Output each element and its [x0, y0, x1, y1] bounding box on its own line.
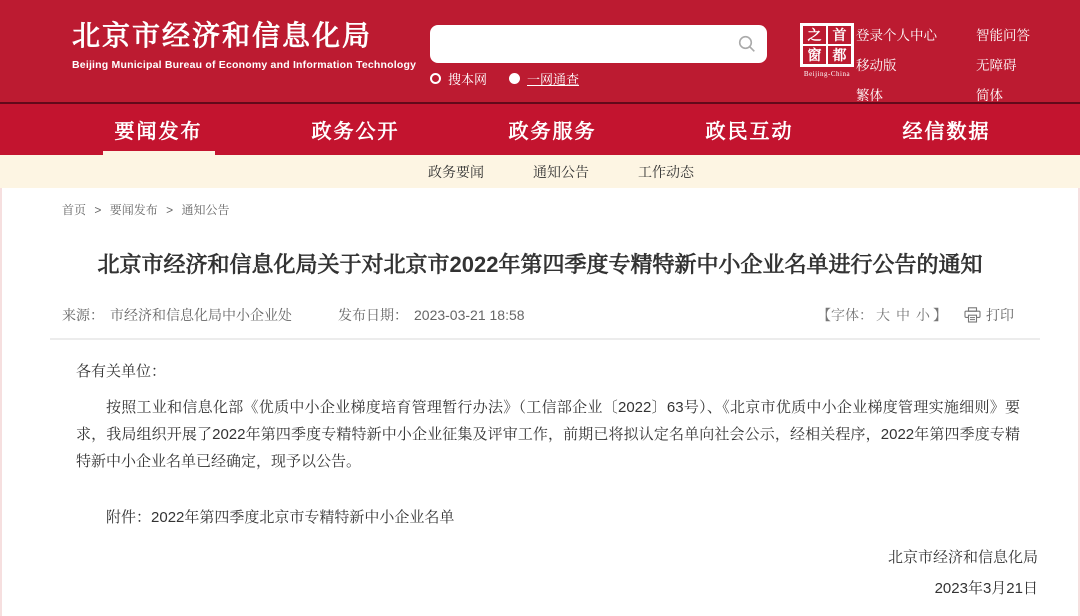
- quick-link-traditional[interactable]: 繁体: [856, 88, 883, 103]
- scope-option-site[interactable]: [430, 69, 487, 88]
- capital-window-logo-grid: [800, 23, 854, 67]
- nav-item-label: 要闻发布: [114, 121, 203, 143]
- subnav-item-gov-news[interactable]: 政务要闻: [428, 163, 484, 180]
- active-tab-indicator: [103, 151, 215, 155]
- search-input[interactable]: [430, 25, 725, 63]
- nav-item-label: 政务公开: [311, 121, 400, 143]
- article-paragraph: 按照工业和信息化部《优质中小企业梯度培育管理暂行办法》（工信部企业〔2022〕63号）、《北京市优质中小企业梯度管理实施细则》要求，我局组织开展了2022年第四季度专精特新中小企业征集及评审工作，前期已将拟认定名单向社会公示，经相关程序，2022年第四季度专精特新中小企业名单已经确定，现予以公告。: [76, 398, 1020, 470]
- site-header: [0, 0, 1080, 102]
- article-salutation: 各有关单位：: [76, 362, 167, 380]
- quick-link-simplified[interactable]: 简体: [976, 88, 1003, 103]
- font-size-control: [817, 305, 947, 325]
- source-value: 市经济和信息化局中小企业处: [110, 306, 292, 323]
- font-size-small[interactable]: 小: [916, 306, 930, 323]
- logo-caption: Beijing-China: [803, 70, 851, 78]
- logo-char: 都: [827, 45, 852, 65]
- nav-item-label: 政务服务: [508, 121, 597, 143]
- font-size-prefix: 【字体：: [817, 306, 873, 323]
- site-title: 北京市经济和信息化局: [72, 20, 373, 51]
- meta-divider: [50, 338, 1040, 340]
- main-nav: [0, 104, 1080, 155]
- source-label: 来源：: [62, 306, 104, 323]
- breadcrumb-news-release[interactable]: 要闻发布: [109, 203, 158, 217]
- subnav-item-work-updates[interactable]: 工作动态: [638, 163, 694, 180]
- radio-unselected-icon: [430, 73, 441, 84]
- sub-nav: [0, 155, 1080, 188]
- article-meta: [62, 305, 1078, 325]
- print-button[interactable]: [964, 305, 1014, 325]
- breadcrumb: [62, 201, 1078, 218]
- attachment-label: 附件：: [106, 508, 152, 526]
- main-nav-inner: [60, 104, 1045, 155]
- quick-link-smart-qa[interactable]: 智能问答: [976, 28, 1030, 43]
- breadcrumb-notices[interactable]: 通知公告: [181, 203, 230, 217]
- search-box: [430, 25, 767, 63]
- breadcrumb-separator: >: [166, 203, 174, 217]
- site-brand[interactable]: [72, 21, 416, 71]
- print-label: 打印: [986, 306, 1014, 323]
- nav-item-label: 政民互动: [705, 121, 794, 143]
- breadcrumb-home[interactable]: 首页: [62, 203, 87, 217]
- logo-char: 窗: [802, 45, 827, 65]
- quick-link-accessibility[interactable]: 无障碍: [976, 58, 1017, 73]
- nav-item-public-interaction[interactable]: [651, 104, 848, 155]
- site-subtitle: Beijing Municipal Bureau of Economy and Information Technology: [72, 58, 417, 71]
- capital-window-logo[interactable]: [800, 23, 854, 78]
- quick-link-mobile[interactable]: 移动版: [856, 58, 897, 73]
- quick-link-login[interactable]: 登录个人中心: [856, 28, 937, 43]
- font-size-medium[interactable]: 中: [896, 306, 910, 323]
- scope-option-label: 一网通查: [527, 72, 580, 87]
- print-icon: [964, 307, 981, 323]
- search-icon[interactable]: [738, 35, 756, 53]
- nav-item-industry-data[interactable]: [848, 104, 1045, 155]
- scope-option-onenet[interactable]: [509, 69, 579, 88]
- scope-option-label: 搜本网: [448, 72, 488, 87]
- attachment-link[interactable]: 2022年第四季度北京市专精特新中小企业名单: [151, 508, 455, 526]
- logo-char: 之: [802, 25, 827, 45]
- article-title: 北京市经济和信息化局关于对北京市2022年第四季度专精特新中小企业名单进行公告的通知: [97, 252, 983, 277]
- font-size-large[interactable]: 大: [876, 306, 890, 323]
- quick-links: [856, 24, 1030, 104]
- nav-item-gov-disclosure[interactable]: [257, 104, 454, 155]
- publish-date-label: 发布日期：: [338, 306, 408, 323]
- article-page: [0, 188, 1080, 616]
- nav-item-news-release[interactable]: [60, 104, 257, 155]
- logo-char: 首: [827, 25, 852, 45]
- signature-date: 2023年3月21日: [934, 580, 1038, 597]
- publish-date-value: 2023-03-21 18:58: [414, 306, 525, 323]
- nav-item-label: 经信数据: [902, 121, 991, 143]
- radio-selected-icon: [509, 73, 520, 84]
- signature-org: 北京市经济和信息化局: [887, 549, 1038, 566]
- font-size-suffix: 】: [933, 306, 947, 323]
- signature-block: [888, 542, 1038, 604]
- subnav-item-notices[interactable]: 通知公告: [533, 163, 589, 180]
- search-scope: [430, 69, 579, 88]
- nav-item-gov-services[interactable]: [454, 104, 651, 155]
- breadcrumb-separator: >: [94, 203, 102, 217]
- attachment-line: [76, 506, 1078, 527]
